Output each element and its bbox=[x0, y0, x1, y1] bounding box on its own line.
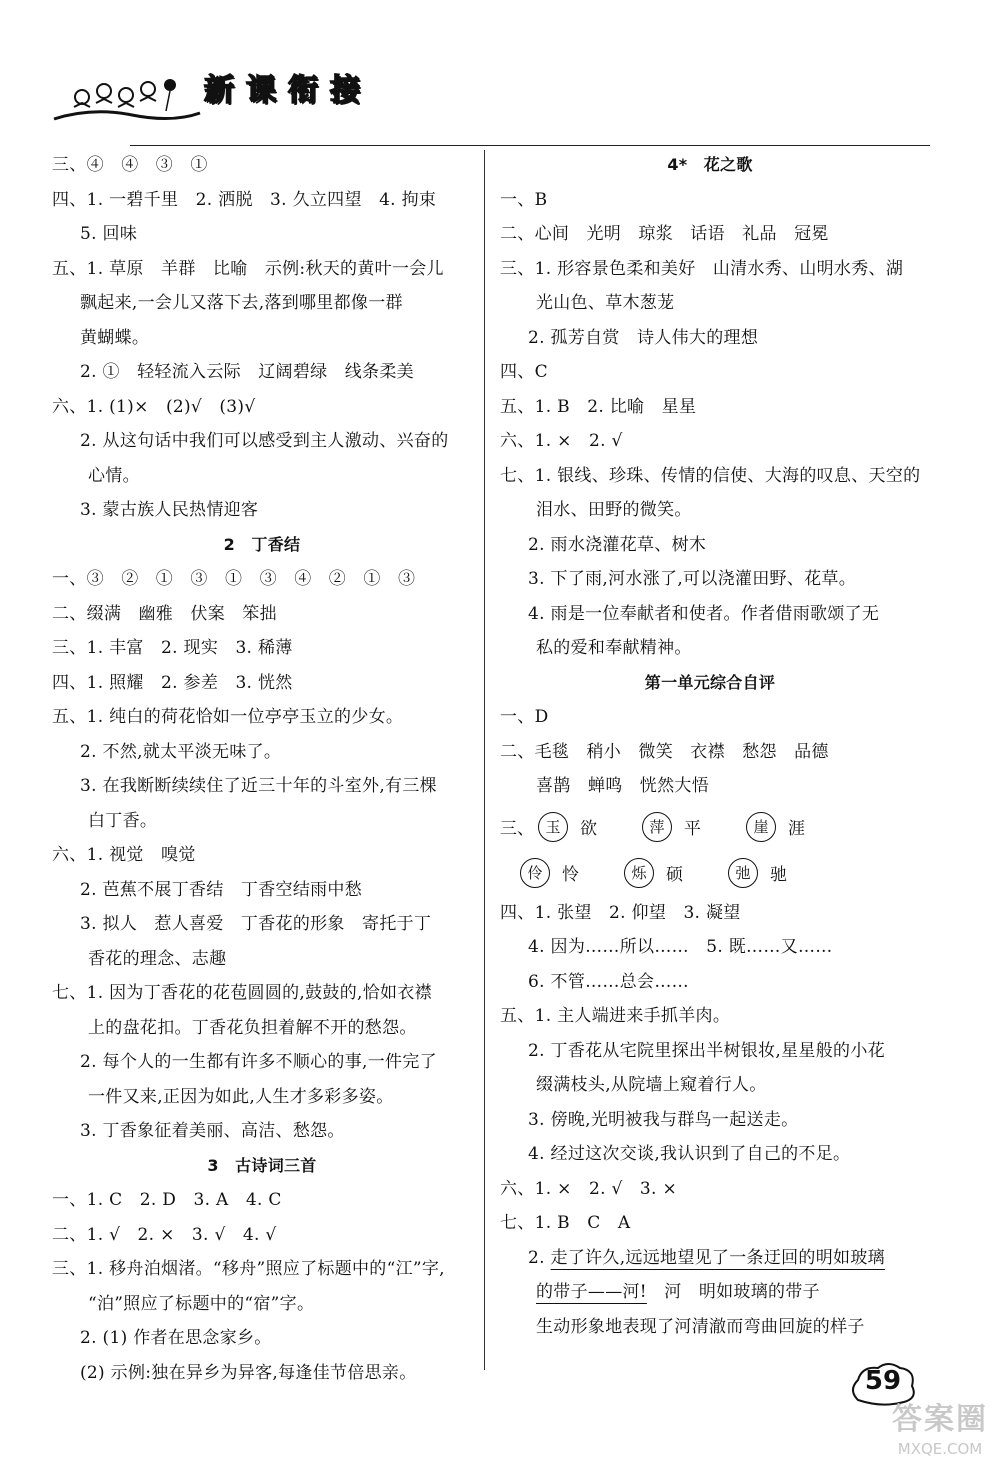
title-char: 衔 bbox=[288, 73, 318, 108]
answer-line: 四、1. 一碧千里 2. 洒脱 3. 久立四望 4. 拘束 bbox=[52, 189, 437, 210]
answer-word: 涯 bbox=[788, 819, 805, 839]
answer-line: 七、1. B C A bbox=[500, 1213, 631, 1233]
answer-line: 一、③ ② ① ③ ① ③ ④ ② ① ③ bbox=[52, 569, 416, 589]
watermark bbox=[880, 1400, 1000, 1474]
answer-line: 七、1. 银线、珍珠、传情的信使、大海的叹息、天空的 bbox=[500, 465, 921, 486]
answer-line: 二、1. √ 2. × 3. √ 4. √ bbox=[52, 1224, 277, 1245]
answer-line: (2) 示例:独在异乡为异客,每逢佳节倍思亲。 bbox=[80, 1362, 417, 1383]
header bbox=[40, 55, 920, 135]
answer-line: 4. 因为……所以…… 5. 既……又…… bbox=[528, 937, 833, 957]
answer-text: 河 明如玻璃的带子 bbox=[646, 1282, 820, 1302]
answer-line: 2. 丁香花从宅院里探出半树银妆,星星般的小花 bbox=[528, 1040, 885, 1061]
children-figures-icon bbox=[52, 67, 202, 127]
item-number: 2. bbox=[528, 1247, 551, 1268]
answer-line: “泊”照应了标题中的“宿”字。 bbox=[88, 1293, 315, 1314]
section-heading: 3 古诗词三首 bbox=[207, 1155, 317, 1175]
answer-line bbox=[500, 1241, 920, 1276]
answer-line: 一、1. C 2. D 3. A 4. C bbox=[52, 1190, 282, 1210]
answer-line: 3. 拟人 惹人喜爱 丁香花的形象 寄托于丁 bbox=[80, 914, 432, 934]
answer-prefix: 三、 bbox=[500, 819, 534, 839]
answer-line: 上的盘花扣。丁香花负担着解不开的愁怨。 bbox=[88, 1017, 417, 1038]
underlined-sentence: 走了许久,远远地望见了一条迂回的明如玻璃 bbox=[550, 1247, 885, 1268]
answer-line: 泪水、田野的微笑。 bbox=[536, 500, 692, 520]
answer-line: 五、1. 纯白的荷花恰如一位亭亭玉立的少女。 bbox=[52, 707, 404, 727]
answer-line: 五、1. 草原 羊群 比喻 示例:秋天的黄叶一会儿 bbox=[52, 258, 444, 279]
answer-line: 二、心间 光明 琼浆 话语 礼品 冠冕 bbox=[500, 224, 829, 244]
answer-line: 4. 经过这次交谈,我认识到了自己的不足。 bbox=[528, 1144, 851, 1164]
answer-line: 一、B bbox=[500, 189, 548, 210]
answer-line: 六、1. (1)× (2)√ (3)√ bbox=[52, 396, 256, 417]
circled-char: 烁 bbox=[624, 858, 654, 888]
answer-line: 黄蝴蝶。 bbox=[80, 327, 150, 348]
page-number: 59 bbox=[864, 1366, 902, 1396]
answer-word: 硕 bbox=[666, 865, 683, 885]
answer-line: 三、1. 丰富 2. 现实 3. 稀薄 bbox=[52, 638, 293, 658]
title-char: 新 bbox=[204, 73, 234, 108]
title-char: 接 bbox=[330, 73, 360, 108]
circle-answer-row bbox=[500, 850, 920, 896]
header-rule bbox=[130, 145, 930, 146]
watermark-logo: 答案圈 bbox=[892, 1402, 988, 1437]
answer-line: 二、毛毯 稍小 微笑 衣襟 愁怨 品德 bbox=[500, 741, 829, 762]
series-title bbox=[200, 71, 364, 111]
answer-line: 3. 在我断断续续住了近三十年的斗室外,有三棵 bbox=[80, 776, 437, 796]
answer-line: 私的爱和奉献精神。 bbox=[536, 638, 692, 658]
answer-line: 三、1. 移舟泊烟渚。“移舟”照应了标题中的“江”字, bbox=[52, 1259, 445, 1279]
answer-word: 怜 bbox=[562, 865, 579, 885]
answer-line: 5. 回味 bbox=[80, 224, 138, 244]
answer-line: 心情。 bbox=[88, 465, 140, 486]
answer-line: 3. 下了雨,河水涨了,可以浇灌田野、花草。 bbox=[528, 569, 857, 589]
circled-char: 萍 bbox=[642, 812, 672, 842]
circled-char: 玉 bbox=[538, 812, 568, 842]
section-heading: 2 丁香结 bbox=[223, 534, 301, 554]
answer-line bbox=[500, 1275, 920, 1310]
right-column bbox=[500, 148, 920, 1344]
answer-word: 欲 bbox=[580, 819, 597, 839]
answer-line: 六、1. × 2. √ bbox=[500, 431, 623, 451]
watermark-url: MXQE.COM bbox=[897, 1440, 983, 1458]
circle-answer-row bbox=[500, 804, 920, 850]
answer-line: 生动形象地表现了河清澈而弯曲回旋的样子 bbox=[536, 1316, 865, 1337]
section-heading: 第一单元综合自评 bbox=[644, 672, 776, 692]
answer-line: 一、D bbox=[500, 707, 549, 727]
answer-line: 6. 不管……总会…… bbox=[528, 971, 689, 992]
answer-line: 2. 从这句话中我们可以感受到主人激动、兴奋的 bbox=[80, 431, 449, 451]
section-heading: 4* 花之歌 bbox=[667, 155, 753, 174]
answer-line: 缀满枝头,从院墙上窥着行人。 bbox=[536, 1075, 767, 1095]
answer-line: 2. ① 轻轻流入云际 辽阔碧绿 线条柔美 bbox=[80, 362, 414, 382]
left-column bbox=[52, 148, 472, 1390]
answer-line: 3. 蒙古族人民热情迎客 bbox=[80, 500, 259, 520]
answer-line: 四、1. 张望 2. 仰望 3. 凝望 bbox=[500, 902, 741, 923]
answer-line: 光山色、草木葱茏 bbox=[536, 293, 675, 313]
title-char: 课 bbox=[246, 73, 276, 108]
answer-word: 驰 bbox=[770, 865, 787, 885]
answer-line: 七、1. 因为丁香花的花苞圆圆的,鼓鼓的,恰如衣襟 bbox=[52, 983, 432, 1003]
column-divider bbox=[484, 150, 485, 1370]
answer-word: 平 bbox=[684, 819, 701, 839]
answer-line: 白丁香。 bbox=[88, 810, 158, 831]
answer-line: 2. 雨水浇灌花草、树木 bbox=[528, 534, 707, 555]
circled-char: 崖 bbox=[746, 812, 776, 842]
answer-line: 2. 孤芳自赏 诗人伟大的理想 bbox=[528, 327, 759, 348]
answer-line: 3. 傍晚,光明被我与群鸟一起送走。 bbox=[528, 1109, 799, 1130]
answer-line: 二、缀满 幽雅 伏案 笨拙 bbox=[52, 603, 277, 624]
answer-line: 六、1. × 2. √ 3. × bbox=[500, 1178, 677, 1199]
circled-char: 伶 bbox=[520, 858, 550, 888]
answer-line: 四、C bbox=[500, 362, 548, 382]
answer-line: 2. 不然,就太平淡无味了。 bbox=[80, 741, 282, 762]
answer-line: 喜鹊 蝉鸣 恍然大悟 bbox=[536, 776, 709, 796]
answer-line: 四、1. 照耀 2. 参差 3. 恍然 bbox=[52, 672, 293, 693]
answer-line: 4. 雨是一位奉献者和使者。作者借雨歌颂了无 bbox=[528, 603, 880, 624]
answer-line: 一件又来,正因为如此,人生才多彩多姿。 bbox=[88, 1086, 394, 1107]
answer-line: 香花的理念、志趣 bbox=[88, 948, 227, 969]
answer-line: 2. 芭蕉不展丁香结 丁香空结雨中愁 bbox=[80, 879, 363, 900]
circled-char: 弛 bbox=[728, 858, 758, 888]
answer-line: 五、1. B 2. 比喻 星星 bbox=[500, 396, 697, 417]
answer-line: 飘起来,一会儿又落下去,落到哪里都像一群 bbox=[80, 293, 403, 313]
answer-line: 三、④ ④ ③ ① bbox=[52, 155, 208, 175]
answer-line: 2. (1) 作者在思念家乡。 bbox=[80, 1328, 272, 1348]
answer-line: 3. 丁香象征着美丽、高洁、愁怨。 bbox=[80, 1121, 345, 1141]
underlined-sentence: 的带子——河! bbox=[536, 1282, 647, 1302]
answer-line: 2. 每个人的一生都有许多不顺心的事,一件完了 bbox=[80, 1052, 437, 1072]
answer-line: 六、1. 视觉 嗅觉 bbox=[52, 845, 196, 865]
answer-line: 三、1. 形容景色柔和美好 山清水秀、山明水秀、湖 bbox=[500, 258, 904, 279]
answer-line: 五、1. 主人端进来手抓羊肉。 bbox=[500, 1006, 731, 1026]
